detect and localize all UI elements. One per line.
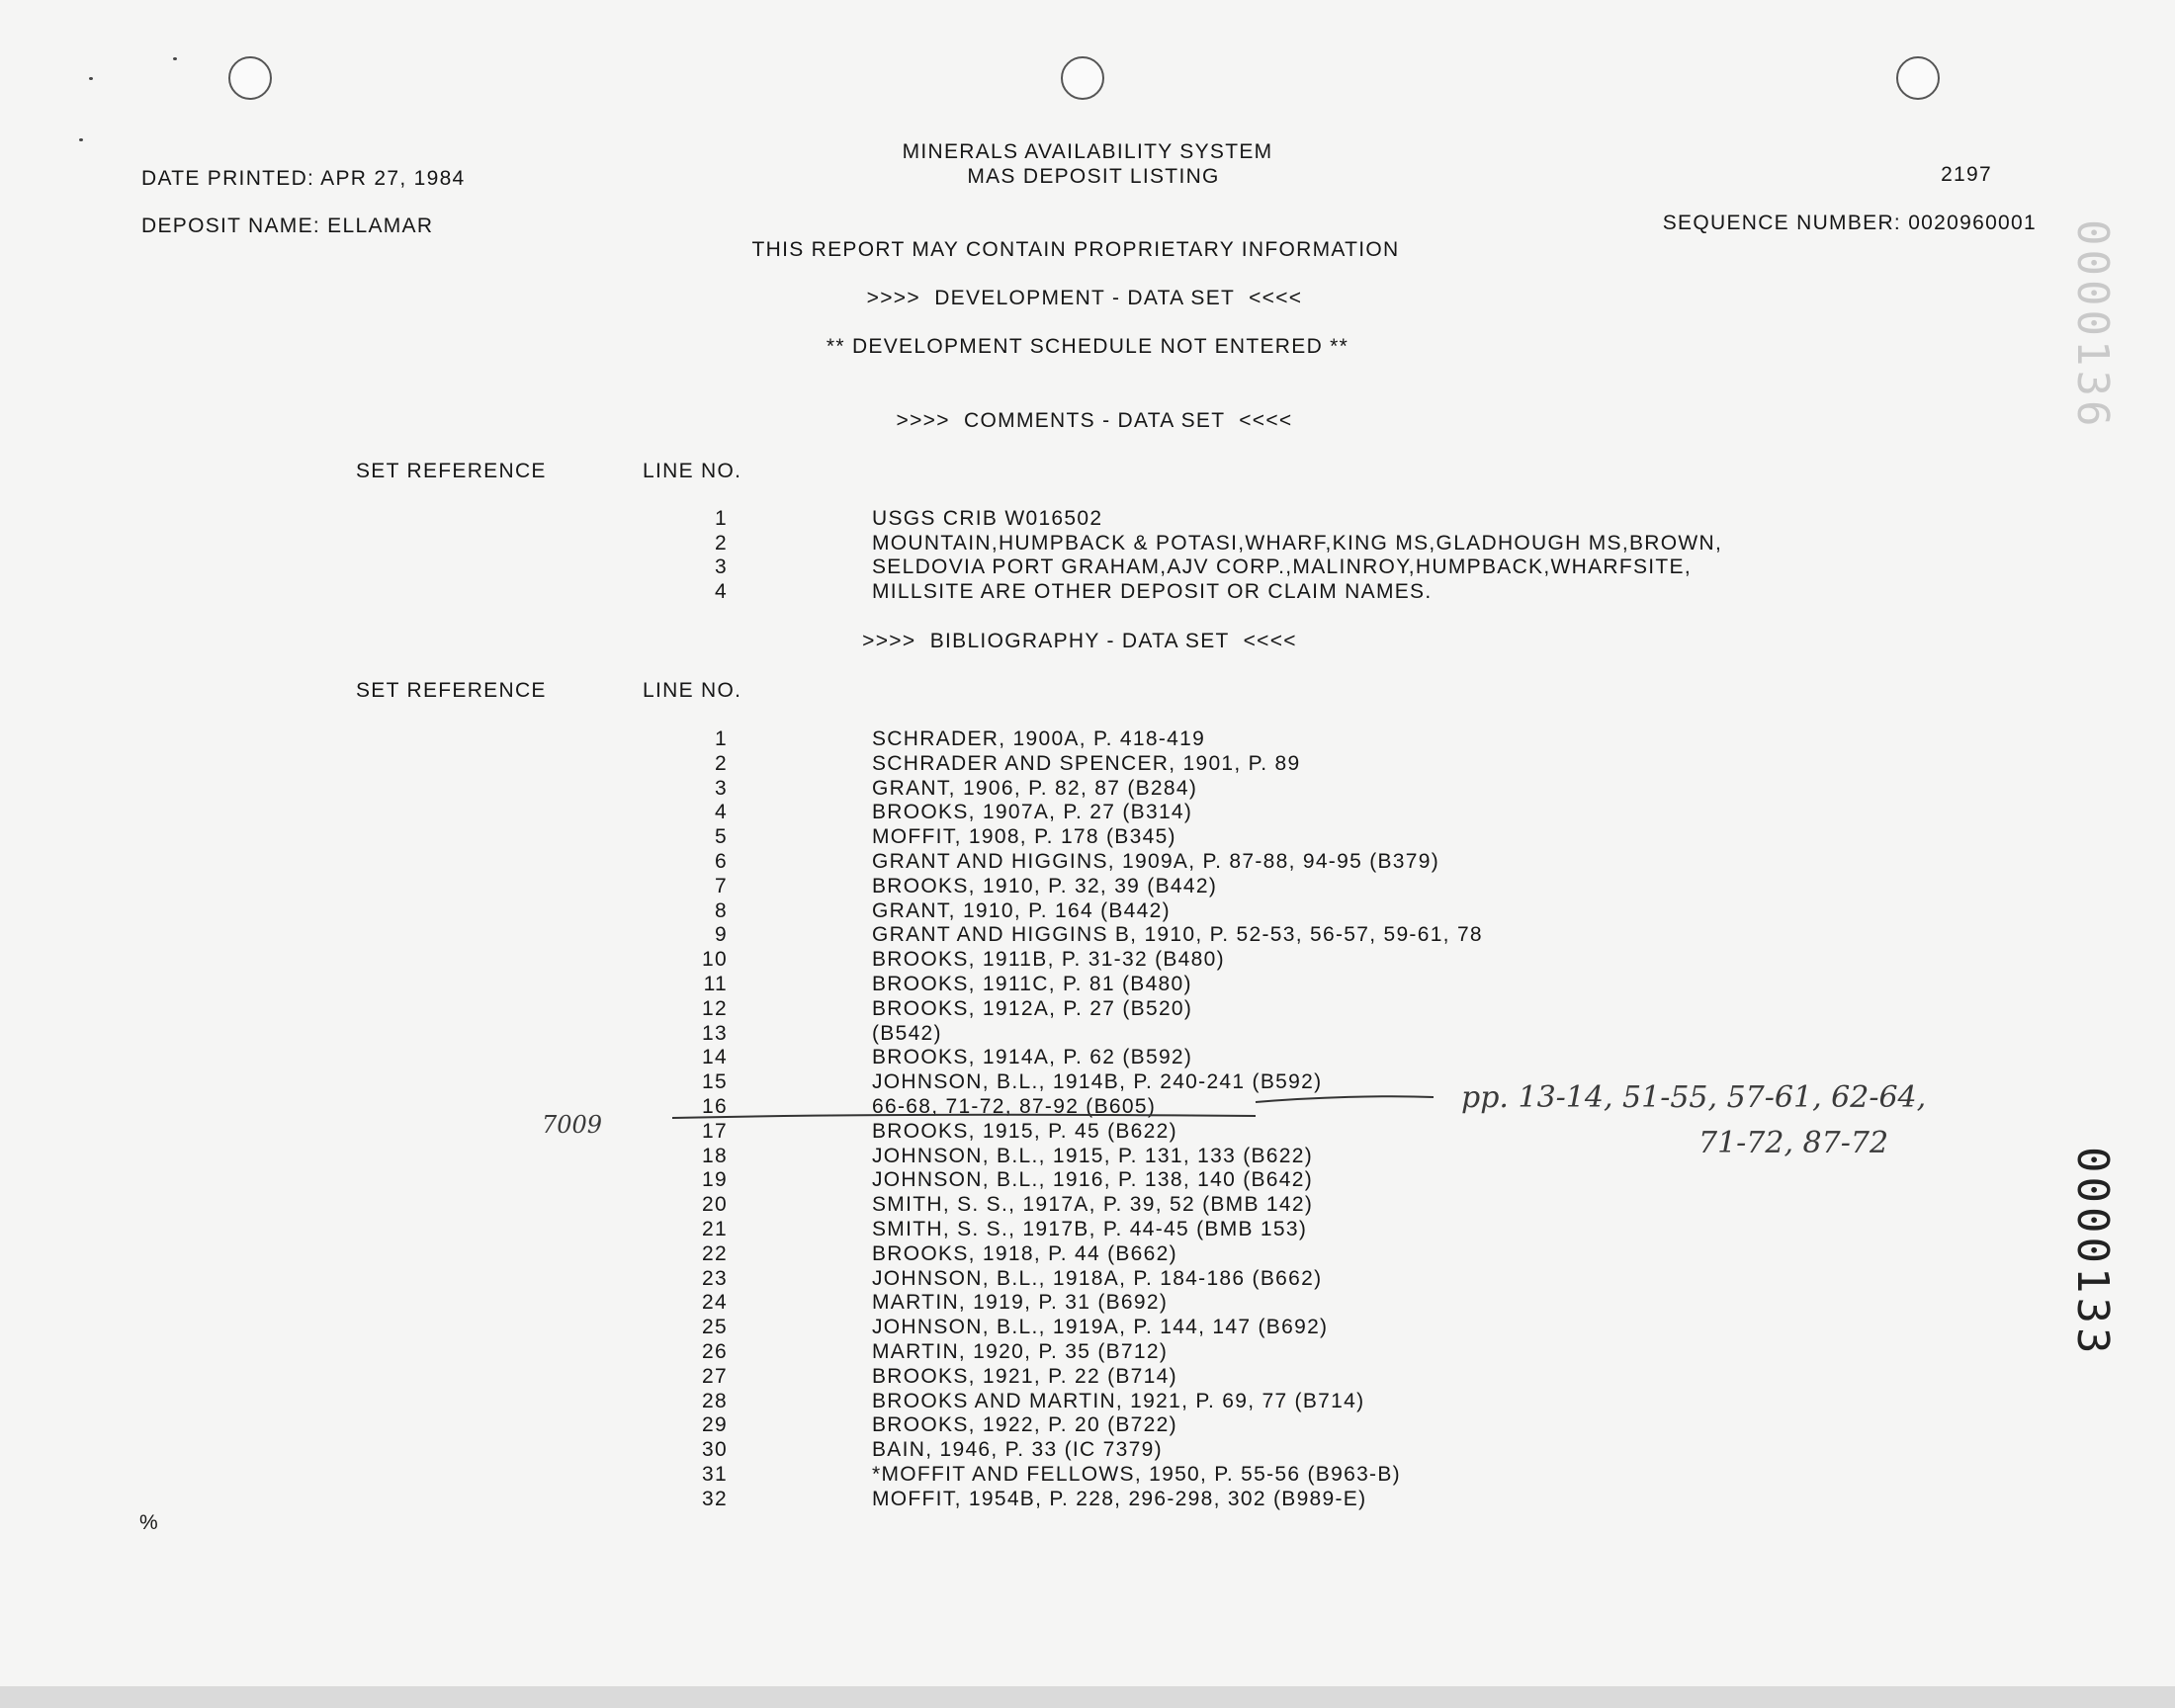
line-number: 24 [702, 1291, 728, 1315]
line-number: 15 [702, 1070, 728, 1094]
line-number: 29 [702, 1413, 728, 1437]
list-item-text: (B542) [872, 1021, 942, 1045]
comments-heading: >>>> COMMENTS - DATA SET <<<< [896, 409, 1293, 432]
list-item-text: MARTIN, 1919, P. 31 (B692) [872, 1291, 1169, 1315]
handwritten-note-line-1: pp. 13-14, 51-55, 57-61, 62-64, [1461, 1080, 1927, 1115]
line-number: 25 [702, 1316, 728, 1339]
line-number: 17 [702, 1119, 728, 1143]
list-item-text: SCHRADER, 1900A, P. 418-419 [872, 727, 1206, 750]
strike-line [672, 1115, 1256, 1118]
list-item-text: JOHNSON, B.L., 1915, P. 131, 133 (B622) [872, 1144, 1314, 1167]
list-item-text: BAIN, 1946, P. 33 (IC 7379) [872, 1438, 1163, 1462]
stamp-number: 0000133 [2067, 1147, 2118, 1358]
line-number: 23 [702, 1266, 728, 1290]
line-number: 20 [702, 1193, 728, 1217]
list-item-text: BROOKS, 1911C, P. 81 (B480) [872, 973, 1192, 995]
development-heading: >>>> DEVELOPMENT - DATA SET <<<< [866, 287, 1303, 309]
line-number: 1 [715, 507, 728, 530]
line-number: 12 [702, 996, 728, 1020]
list-item-text: BROOKS, 1921, P. 22 (B714) [872, 1364, 1177, 1388]
line-number: 30 [702, 1438, 728, 1462]
list-item-text: GRANT AND HIGGINS, 1909A, P. 87-88, 94-95 (B379) [872, 850, 1440, 873]
list-item-text: MARTIN, 1920, P. 35 (B712) [872, 1340, 1169, 1363]
line-number: 31 [702, 1463, 728, 1486]
line-number: 14 [702, 1046, 728, 1069]
list-item-text: JOHNSON, B.L., 1918A, P. 184-186 (B662) [872, 1266, 1323, 1290]
line-number: 21 [702, 1218, 728, 1240]
bibliography-heading: >>>> BIBLIOGRAPHY - DATA SET <<<< [862, 630, 1297, 652]
proprietary-notice: THIS REPORT MAY CONTAIN PROPRIETARY INFORMATION [751, 238, 1400, 261]
list-item-text: SMITH, S. S., 1917A, P. 39, 52 (BMB 142) [872, 1193, 1314, 1217]
line-number: 9 [715, 923, 728, 947]
list-item-text: GRANT, 1906, P. 82, 87 (B284) [872, 776, 1198, 800]
list-item-text: SELDOVIA PORT GRAHAM,AJV CORP.,MALINROY,HUMPBACK,WHARFSITE, [872, 555, 1692, 579]
list-item-text: SMITH, S. S., 1917B, P. 44-45 (BMB 153) [872, 1218, 1308, 1240]
comments-col-set-reference: SET REFERENCE [356, 460, 547, 482]
line-number: 5 [715, 825, 728, 849]
faint-stamp-number: 0000136 [2067, 219, 2118, 431]
list-item-text: BROOKS, 1922, P. 20 (B722) [872, 1413, 1177, 1437]
list-item-text: GRANT, 1910, P. 164 (B442) [872, 898, 1171, 922]
list-item-text: BROOKS, 1912A, P. 27 (B520) [872, 996, 1193, 1020]
line-number: 19 [702, 1168, 728, 1192]
list-item-text: BROOKS AND MARTIN, 1921, P. 69, 77 (B714) [872, 1389, 1365, 1412]
date-printed: DATE PRINTED: APR 27, 1984 [141, 167, 466, 190]
list-item-text: 66-68, 71-72, 87-92 (B605) [872, 1095, 1157, 1118]
list-item-text: BROOKS, 1915, P. 45 (B622) [872, 1119, 1177, 1143]
line-number: 10 [702, 948, 728, 972]
line-number: 7 [715, 874, 728, 897]
line-number: 2 [715, 531, 728, 555]
list-item-text: GRANT AND HIGGINS B, 1910, P. 52-53, 56-57, 59-61, 78 [872, 923, 1483, 947]
bibliography-col-set-reference: SET REFERENCE [356, 679, 547, 702]
list-item-text: BROOKS, 1914A, P. 62 (B592) [872, 1046, 1193, 1069]
list-item-text: SCHRADER AND SPENCER, 1901, P. 89 [872, 751, 1301, 775]
list-item-text: MOFFIT, 1908, P. 178 (B345) [872, 825, 1176, 849]
line-number: 1 [715, 727, 728, 750]
line-number: 13 [702, 1021, 728, 1045]
list-item-text: BROOKS, 1907A, P. 27 (B314) [872, 801, 1193, 824]
line-number: 26 [702, 1340, 728, 1363]
scan-edge [0, 1686, 2175, 1708]
list-item-text: MILLSITE ARE OTHER DEPOSIT OR CLAIM NAMES. [872, 580, 1433, 604]
bibliography-col-line-no: LINE NO. [643, 679, 742, 702]
list-item-text: MOFFIT, 1954B, P. 228, 296-298, 302 (B989-E) [872, 1487, 1367, 1510]
line-number: 4 [715, 580, 728, 604]
handwritten-note-line-2: 71-72, 87-72 [1698, 1126, 1889, 1160]
footer-mark: % [139, 1511, 159, 1534]
list-item-text: JOHNSON, B.L., 1914B, P. 240-241 (B592) [872, 1070, 1323, 1094]
list-item-text: MOUNTAIN,HUMPBACK & POTASI,WHARF,KING MS,GLADHOUGH MS,BROWN, [872, 531, 1723, 555]
listing-title: MAS DEPOSIT LISTING [967, 165, 1220, 188]
line-number: 16 [702, 1095, 728, 1118]
line-number: 6 [715, 850, 728, 873]
list-item-text: BROOKS, 1911B, P. 31-32 (B480) [872, 948, 1225, 972]
line-number: 4 [715, 801, 728, 824]
line-number: 3 [715, 776, 728, 800]
line-number: 32 [702, 1487, 728, 1510]
line-number: 22 [702, 1241, 728, 1265]
line-number: 8 [715, 898, 728, 922]
development-note: ** DEVELOPMENT SCHEDULE NOT ENTERED ** [826, 335, 1349, 358]
line-number: 28 [702, 1389, 728, 1412]
deposit-name: DEPOSIT NAME: ELLAMAR [141, 214, 434, 237]
sequence-number: SEQUENCE NUMBER: 0020960001 [1662, 212, 2037, 234]
list-item-text: BROOKS, 1918, P. 44 (B662) [872, 1241, 1177, 1265]
connector-line [1256, 1096, 1434, 1102]
list-item-text: BROOKS, 1910, P. 32, 39 (B442) [872, 874, 1218, 897]
handwritten-margin-number: 7009 [542, 1111, 603, 1139]
line-number: 11 [703, 973, 728, 995]
list-item-text: JOHNSON, B.L., 1916, P. 138, 140 (B642) [872, 1168, 1314, 1192]
system-title: MINERALS AVAILABILITY SYSTEM [902, 140, 1273, 163]
page-number: 2197 [1941, 163, 1992, 186]
line-number: 27 [702, 1364, 728, 1388]
line-number: 3 [715, 555, 728, 579]
comments-col-line-no: LINE NO. [643, 460, 742, 482]
line-number: 18 [702, 1144, 728, 1167]
line-number: 2 [715, 751, 728, 775]
list-item-text: USGS CRIB W016502 [872, 507, 1103, 530]
list-item-text: *MOFFIT AND FELLOWS, 1950, P. 55-56 (B963-B) [872, 1463, 1401, 1486]
list-item-text: JOHNSON, B.L., 1919A, P. 144, 147 (B692) [872, 1316, 1329, 1339]
